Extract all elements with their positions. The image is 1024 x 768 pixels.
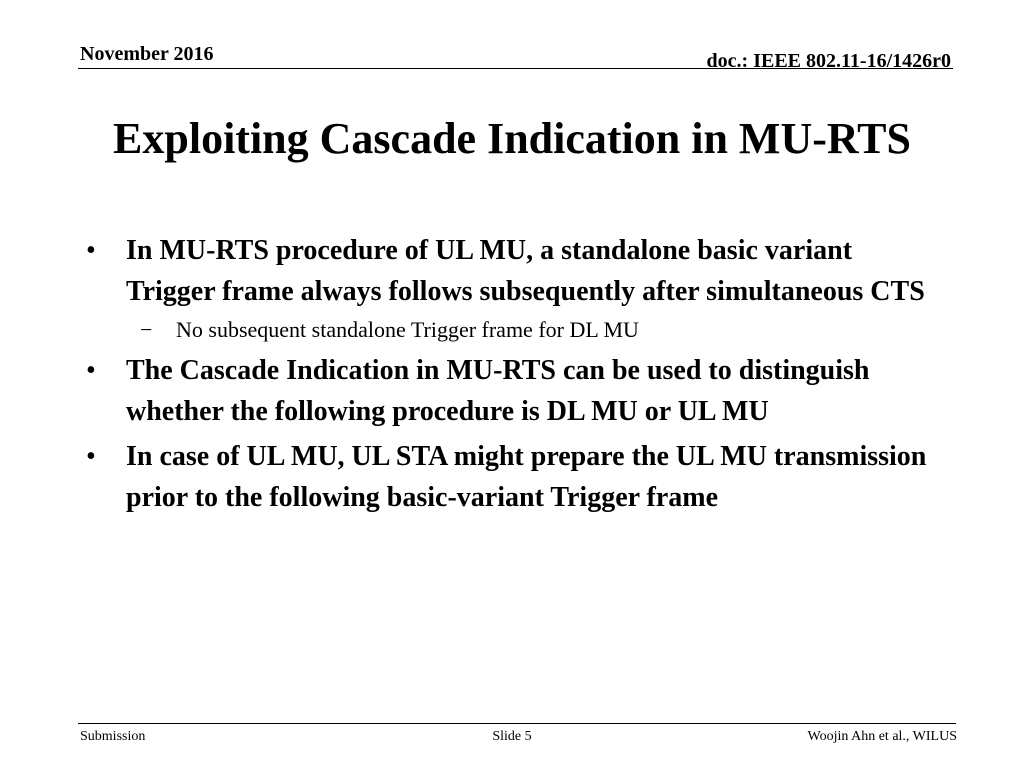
sub-bullet-text: No subsequent standalone Trigger frame for DL MU [176, 317, 639, 342]
footer-divider [78, 723, 956, 724]
bullet-marker: • [86, 441, 96, 472]
footer-authors: Woojin Ahn et al., WILUS [807, 729, 957, 744]
footer-slide-number: Slide 5 [492, 729, 532, 744]
bullet-marker: • [86, 235, 96, 266]
slide-title: Exploiting Cascade Indication in MU-RTS [113, 114, 911, 163]
bullet-marker: • [86, 355, 96, 386]
header-document-id: doc.: IEEE 802.11-16/1426r0 [706, 50, 951, 72]
header-divider [78, 68, 953, 69]
bullet-text: The Cascade Indication in MU-RTS can be used to distinguish whether the following procedure is DL MU or UL MU [126, 355, 870, 427]
footer-submission: Submission [80, 729, 146, 744]
bullet-item [84, 350, 944, 432]
header-date: November 2016 [80, 43, 214, 65]
sub-bullet-item [84, 314, 944, 346]
sub-bullet-marker: − [140, 317, 153, 342]
slide-content [84, 230, 944, 518]
bullet-item [84, 436, 944, 518]
bullet-item [84, 230, 944, 312]
bullet-text: In case of UL MU, UL STA might prepare the UL MU transmission prior to the following basic-variant Trigger frame [126, 441, 927, 513]
bullet-text: In MU-RTS procedure of UL MU, a standalone basic variant Trigger frame always follows subsequently after simultaneous CTS [126, 235, 925, 307]
